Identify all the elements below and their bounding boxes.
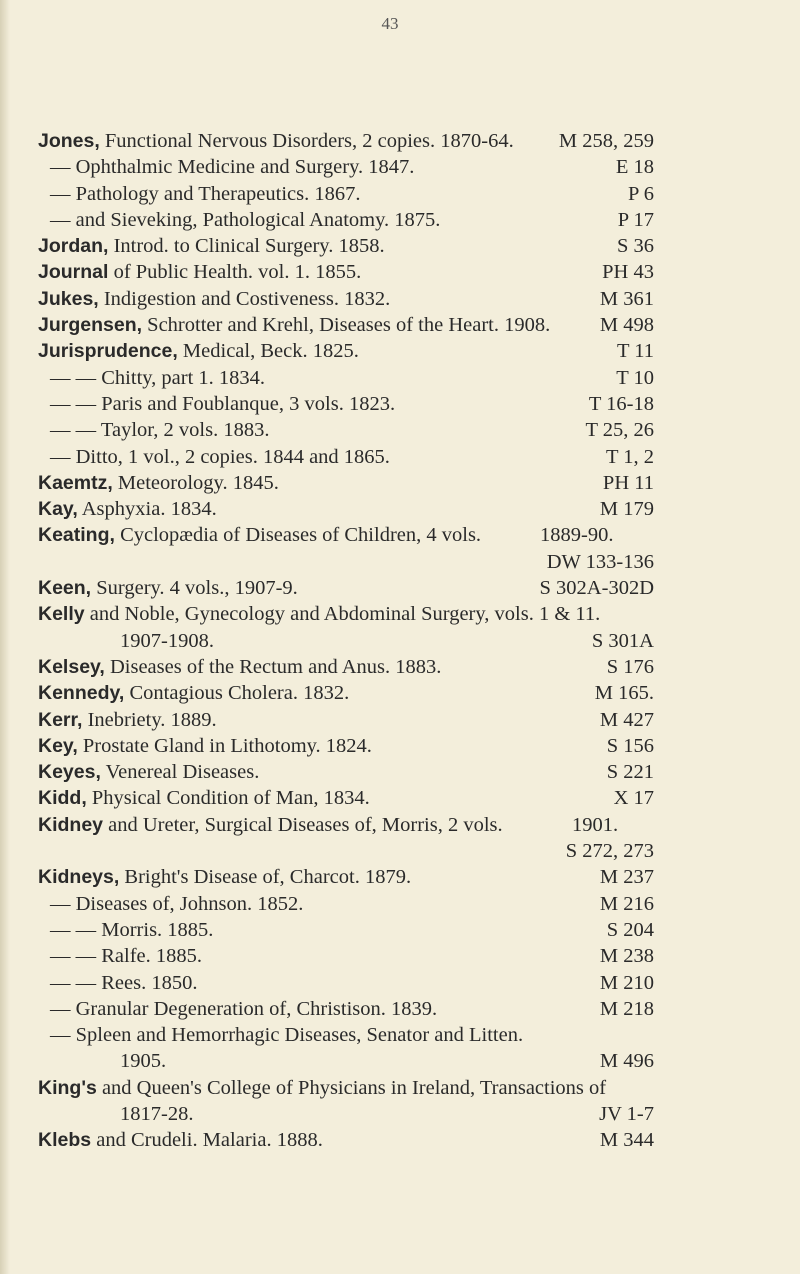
entry-year: 1889-90. [540,524,614,547]
index-entry [0,391,800,417]
index-entry [0,1048,800,1074]
entry-title: Cyclopædia of Diseases of Children, 4 vols. [114,524,482,547]
entry-heading: Jordan, [38,235,109,258]
index-entry [0,654,800,680]
entry-title: Physical Condition of Man, 1834. [86,787,370,810]
shelf-reference: PH 43 [602,261,654,284]
index-entry [0,154,800,180]
index-entry [0,470,800,496]
entry-text [38,575,298,601]
entry-title: Introd. to Clinical Surgery. 1858. [108,235,385,258]
index-entry [0,943,800,969]
entry-text [50,891,303,917]
entry-heading: Kidd, [38,787,87,810]
entry-text [38,1127,323,1153]
index-entry [0,417,800,443]
entry-text [50,154,414,180]
shelf-reference: E 18 [615,156,654,179]
shelf-reference: P 17 [617,208,654,231]
entry-heading: Jukes, [38,287,99,310]
entry-heading: Keen, [38,577,92,600]
entry-text [50,1022,523,1048]
entry-title: Indigestion and Costiveness. 1832. [98,287,391,310]
index-entry [0,233,800,259]
shelf-reference: JV 1-7 [599,1102,654,1125]
index-entry [0,996,800,1022]
entry-title: — Diseases of, Johnson. 1852. [50,892,304,915]
entry-title: Schrotter and Krehl, Diseases of the Heart. 1908. [142,314,551,337]
entry-year: 1901. [572,813,619,836]
entry-text [38,338,359,364]
index-entry [0,891,800,917]
entry-text [120,1048,166,1074]
entry-text [38,1075,606,1101]
index-entry [0,970,800,996]
shelf-reference: PH 11 [602,471,654,494]
shelf-reference: S 221 [606,761,654,784]
entry-title: 1817-28. [120,1102,194,1125]
entry-text [38,496,217,522]
shelf-reference: S 156 [606,734,654,757]
shelf-reference: S 272, 273 [565,840,654,863]
entry-text [38,812,503,838]
shelf-reference: X 17 [613,787,654,810]
entry-text [38,259,361,285]
index-entry [0,312,800,338]
entry-heading: Kennedy, [38,682,125,705]
shelf-reference: M 210 [599,971,654,994]
entry-title: Functional Nervous Disorders, 2 copies. 1870-64. [99,130,514,152]
entry-text [38,759,259,785]
entry-title: 1907-1908. [120,629,214,652]
entry-text [38,233,385,259]
index-entry [0,338,800,364]
entry-text [50,207,440,233]
entry-text [38,128,514,154]
shelf-reference: S 301A [591,629,654,652]
entry-text [120,1101,193,1127]
entry-text [38,680,349,706]
index-entry [0,549,800,575]
entry-title: and Crudeli. Malaria. 1888. [91,1129,323,1152]
index-entry [0,522,800,548]
entry-title: — and Sieveking, Pathological Anatomy. 1875. [50,208,441,231]
entry-heading: Kaemtz, [38,471,113,494]
index-entry [0,207,800,233]
index-entry [0,1127,800,1153]
entry-text [50,970,197,996]
entry-heading: Kay, [38,498,78,521]
entry-text [38,286,390,312]
entry-text [50,391,395,417]
entry-title: of Public Health. vol. 1. 1855. [108,261,362,284]
index-entry [0,628,800,654]
shelf-reference: M 179 [599,498,654,521]
shelf-reference: M 361 [599,287,654,310]
entry-heading: Kidneys, [38,866,120,889]
index-entry [0,733,800,759]
shelf-reference: M 238 [599,945,654,968]
entry-heading: Kidney [38,813,104,836]
entry-text [50,996,437,1022]
shelf-reference: M 344 [599,1129,654,1152]
index-entry [0,812,800,838]
index-entry [0,838,800,864]
entry-title: — — Paris and Foublanque, 3 vols. 1823. [50,392,396,415]
entry-title: Bright's Disease of, Charcot. 1879. [119,866,412,889]
entry-heading: Jones, [38,130,100,152]
index-entry [0,917,800,943]
entry-heading: Keyes, [38,761,101,784]
shelf-reference: M 218 [599,997,654,1020]
entry-title: Contagious Cholera. 1832. [124,682,350,705]
entry-title: Diseases of the Rectum and Anus. 1883. [104,655,442,678]
entry-heading: Keating, [38,524,115,547]
index-entry [0,575,800,601]
entry-title: — Spleen and Hemorrhagic Diseases, Senator and Litten. [50,1024,524,1047]
index-entry [0,259,800,285]
entry-heading: Jurisprudence, [38,340,178,363]
index-entry [0,444,800,470]
index-entry [0,286,800,312]
entry-text [38,470,279,496]
entry-title: — — Chitty, part 1. 1834. [50,366,266,389]
shelf-reference: S 204 [606,918,654,941]
entry-heading: Journal [38,261,109,284]
entry-title: Prostate Gland in Lithotomy. 1824. [77,734,372,757]
shelf-reference: T 1, 2 [605,445,654,468]
shelf-reference: T 10 [616,366,654,389]
page-number: 43 [381,14,399,33]
entry-title: Venereal Diseases. [100,761,260,784]
entry-text [120,628,214,654]
index-entry [0,601,800,627]
entry-text [50,417,269,443]
shelf-reference: T 25, 26 [585,419,654,442]
entry-text [50,444,390,470]
index-entry [0,1022,800,1048]
shelf-reference: P 6 [627,182,654,205]
entry-heading: Klebs [38,1129,92,1152]
entry-text [38,707,217,733]
index-entry [0,785,800,811]
entry-title: — — Ralfe. 1885. [50,945,203,968]
index-entry [0,496,800,522]
entry-title: — — Rees. 1850. [50,971,198,994]
shelf-reference: M 258, 259 [558,130,654,152]
index-entry [0,181,800,207]
entry-title: — Ophthalmic Medicine and Surgery. 1847. [50,156,415,179]
entry-text [38,654,441,680]
entry-text [38,601,600,627]
entry-title: and Queen's College of Physicians in Ireland, Transactions of [96,1076,607,1099]
index-entries [0,128,800,1154]
index-entry [0,759,800,785]
shelf-reference: S 302A-302D [539,577,654,600]
entry-heading: Kelly [38,603,85,626]
entry-heading: Key, [38,734,78,757]
index-entry [0,707,800,733]
shelf-reference: M 427 [599,708,654,731]
shelf-reference: M 165. [594,682,654,705]
entry-text [50,943,202,969]
entry-title: Medical, Beck. 1825. [177,340,359,363]
shelf-reference: M 498 [599,314,654,337]
entry-text [50,181,360,207]
entry-text [38,864,411,890]
index-entry [0,365,800,391]
entry-heading: Jurgensen, [38,314,143,337]
index-entry [0,680,800,706]
entry-title: — Granular Degeneration of, Christison. 1839. [50,997,438,1020]
entry-text [38,312,550,338]
entry-title: Asphyxia. 1834. [77,498,217,521]
entry-title: 1905. [120,1050,167,1073]
shelf-reference: M 237 [599,866,654,889]
entry-heading: King's [38,1076,97,1099]
entry-title: — — Morris. 1885. [50,918,214,941]
index-entry [0,1101,800,1127]
entry-heading: Kelsey, [38,655,105,678]
entry-text [38,733,372,759]
entry-text [50,917,213,943]
entry-text [50,365,265,391]
entry-heading: Kerr, [38,708,83,731]
entry-title: — — Taylor, 2 vols. 1883. [50,419,270,442]
index-entry [0,864,800,890]
entry-title: Inebriety. 1889. [82,708,217,731]
shelf-reference: DW 133-136 [546,550,654,573]
shelf-reference: S 36 [616,235,654,258]
entry-text [38,785,370,811]
shelf-reference: M 216 [599,892,654,915]
shelf-reference: T 11 [616,340,654,363]
shelf-reference: S 176 [606,655,654,678]
shelf-reference: T 16-18 [588,392,654,415]
entry-title: and Ureter, Surgical Diseases of, Morris, 2 vols. [103,813,503,836]
entry-title: Meteorology. 1845. [112,471,279,494]
entry-title: and Noble, Gynecology and Abdominal Surgery, vols. 1 & 11. [84,603,601,626]
entry-text [38,522,481,548]
index-entry [0,128,800,154]
shelf-reference: M 496 [599,1050,654,1073]
index-entry [0,1075,800,1101]
entry-title: — Ditto, 1 vol., 2 copies. 1844 and 1865. [50,445,390,468]
entry-title: — Pathology and Therapeutics. 1867. [50,182,361,205]
entry-title: Surgery. 4 vols., 1907-9. [91,577,298,600]
